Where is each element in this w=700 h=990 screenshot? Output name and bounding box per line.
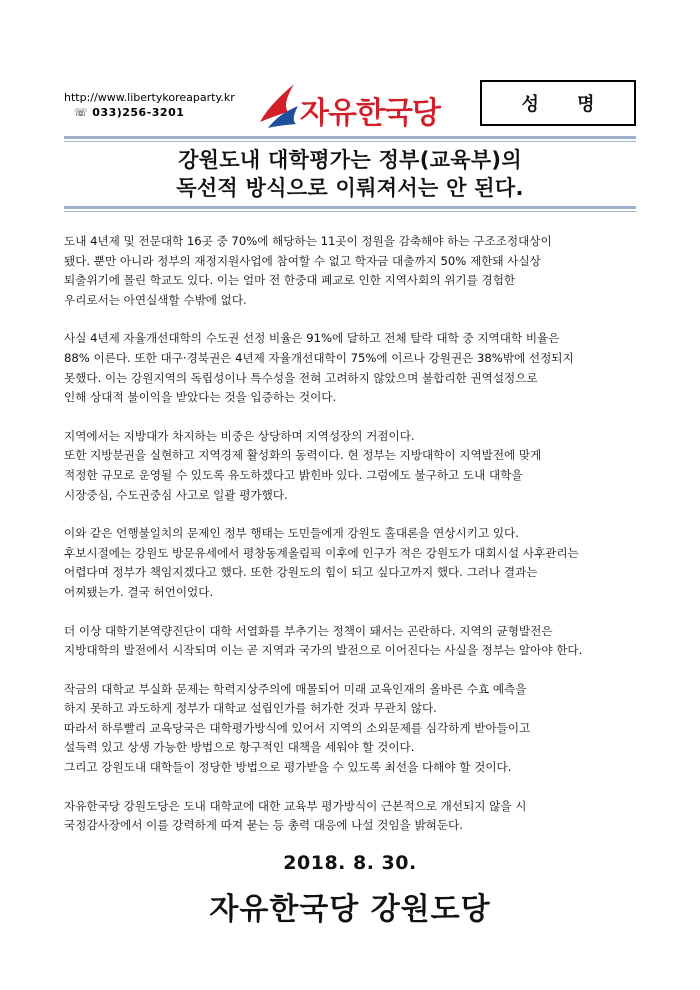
paragraph-line: 자유한국당 강원도당은 도내 대학교에 대한 교육부 평가방식이 근본적으로 개선되지 않을 시 — [64, 798, 527, 813]
body-paragraph — [64, 329, 642, 407]
document-type-label: 성 명 — [521, 94, 611, 115]
body-paragraph — [64, 524, 642, 602]
paragraph-line: 하지 못하고 과도하게 정부가 대학교 설립인가를 허가한 것과 무관치 않다. — [64, 701, 437, 716]
telephone-icon: ☏ — [74, 106, 89, 119]
body-paragraph — [64, 797, 642, 836]
paragraph-line: 적정한 규모로 운영될 수 있도록 유도하겠다고 밝힌바 있다. 그럼에도 불구하고 도내 대학을 — [64, 467, 523, 482]
paragraph-line: 어렵다며 정부가 책임지겠다고 했다. 또한 강원도의 힘이 되고 싶다고까지 했다. 그러나 결과는 — [64, 565, 538, 580]
paragraph-line: 따라서 하루빨리 교육당국은 대학평가방식에 있어서 지역의 소외문제를 심각하게 받아들이고 — [64, 720, 531, 735]
statement-body — [64, 232, 642, 855]
paragraph-line: 이와 같은 언행불일치의 문제인 정부 행태는 도민들에게 강원도 홀대론을 연상시키고 있다. — [64, 526, 519, 541]
title-line-1: 강원도내 대학평가는 정부(교육부)의 — [178, 148, 522, 172]
header-divider — [64, 136, 636, 139]
paragraph-line: 후보시절에는 강원도 방문유세에서 평창동계올림픽 이후에 인구가 적은 강원도가 대회시설 사후관리는 — [64, 545, 579, 560]
paragraph-line: 사실 4년제 자율개선대학의 수도권 선정 비율은 91%에 달하고 전체 탈락 대학 중 지역대학 비율은 — [64, 331, 560, 346]
body-paragraph — [64, 232, 642, 310]
paragraph-line: 설득력 있고 상생 가능한 방법으로 항구적인 대책을 세워야 할 것이다. — [64, 740, 415, 755]
title-divider-thin — [64, 211, 636, 212]
issuer-signature: 자유한국당 강원도당 — [209, 892, 491, 927]
statement-date: 2018. 8. 30. — [283, 852, 417, 874]
paragraph-line: 지역에서는 지방대가 차지하는 비중은 상당하며 지역성장의 거점이다. — [64, 428, 415, 443]
paragraph-line: 국정감사장에서 이를 강력하게 따져 묻는 등 총력 대응에 나설 것임을 밝혀둔다. — [64, 818, 463, 833]
contact-info — [64, 90, 235, 120]
paragraph-line: 그리고 강원도내 대학들이 정당한 방법으로 평가받을 수 있도록 최선을 다해야 할 것이다. — [64, 760, 512, 775]
paragraph-line: 88% 이른다. 또한 대구·경북권은 4년제 자율개선대학이 75%에 이르나 강원권은 38%밖에 선정되지 — [64, 350, 574, 365]
party-logo-text: 자유한국당 — [300, 96, 440, 131]
body-paragraph — [64, 680, 642, 778]
paragraph-line: 못했다. 이는 강원지역의 독립성이나 특수성을 전혀 고려하지 않았으며 불합리한 권역설정으로 — [64, 370, 538, 385]
paragraph-line: 됐다. 뿐만 아니라 정부의 재정지원사업에 참여할 수 없고 학자금 대출까지 50% 제한돼 사실상 — [64, 253, 541, 268]
title-line-2: 독선적 방식으로 이뤄져서는 안 된다. — [176, 176, 524, 200]
party-website-link[interactable]: http://www.libertykoreaparty.kr — [64, 91, 235, 104]
paragraph-line: 도내 4년제 및 전문대학 16곳 중 70%에 해당하는 11곳이 정원을 감축해야 하는 구조조정대상이 — [64, 234, 552, 248]
phone-number — [64, 105, 235, 120]
paragraph-line: 퇴출위기에 몰린 학교도 있다. 이는 얼마 전 한중대 폐교로 인한 지역사회의 위기를 경험한 — [64, 273, 516, 288]
header-divider-thin — [64, 141, 636, 142]
body-paragraph — [64, 427, 642, 505]
document-type-box — [480, 80, 636, 126]
statement-title — [64, 146, 636, 202]
paragraph-line: 시장중심, 수도권중심 사고로 일괄 평가했다. — [64, 487, 288, 502]
paragraph-line: 작금의 대학교 부실화 문제는 학력지상주의에 매몰되어 미래 교육인재의 올바른 수효 예측을 — [64, 681, 527, 696]
paragraph-line: 인해 상대적 불이익을 받았다는 것을 입증하는 것이다. — [64, 390, 337, 405]
paragraph-line: 우리로서는 아연실색할 수밖에 없다. — [64, 292, 247, 307]
phone-text: 033)256-3201 — [92, 106, 185, 119]
paragraph-line: 또한 지방분권을 실현하고 지역경제 활성화의 동력이다. 현 정부는 지방대학이 지역발전에 맞게 — [64, 448, 542, 463]
paragraph-line: 어찌됐는가. 결국 허언이었다. — [64, 584, 214, 599]
paragraph-line: 지방대학의 발전에서 시작되며 이는 곧 지역과 국가의 발전으로 이어진다는 사실을 정부는 알아야 한다. — [64, 643, 583, 658]
title-divider — [64, 206, 636, 209]
body-paragraph — [64, 622, 642, 661]
paragraph-line: 더 이상 대학기본역량진단이 대학 서열화를 부추기는 정책이 돼서는 곤란하다. 지역의 균형발전은 — [64, 623, 553, 638]
